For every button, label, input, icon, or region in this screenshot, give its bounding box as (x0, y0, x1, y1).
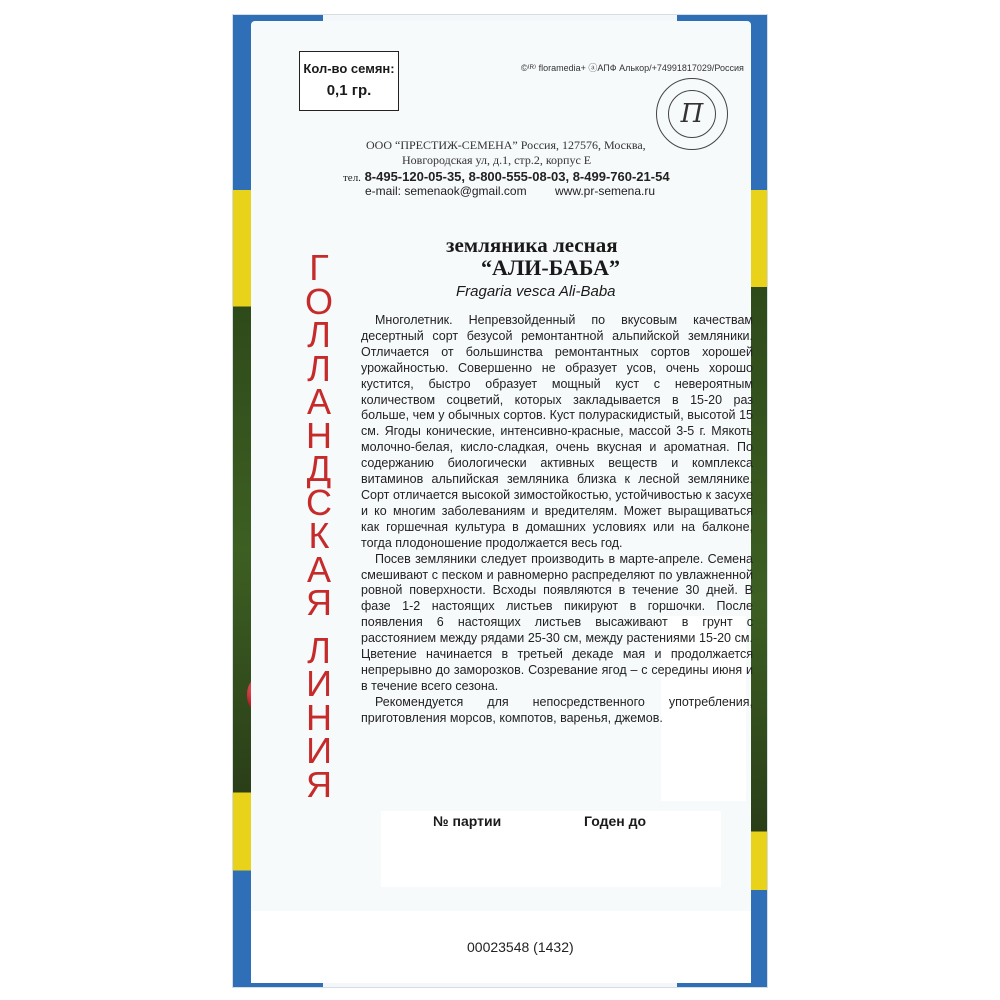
description-paragraph: Многолетник. Непревзойденный по вкусовым качествам десертный сорт безусой ремонтантной альпийской земляники. Отличается от большинства ремонтантных сортов хорошей урожайностью. Совершенно не образует усов, очень хорошо кустится, быстро образует мощный куст с невероятным количеством соцветий, которых закладывается в 15-20 раз больше, чем у обычных сортов. Куст полураскидистый, высотой 15 см. Ягоды конические, интенсивно-красные, массой 3-5 г. Мякоть молочно-белая, кисло-сладкая, очень вкусная и ароматная. По содержанию биологически активных веществ и комплекса витаминов альпийская земляника близка к лесной землянике. Сорт отличается высокой зимостойкостью, устойчивостью к засухе и ко многим заболеваниям и вредителям. Может выращиваться как горшечная культура в домашних условиях или на балконе, тогда плодоношение продолжается весь год. (361, 313, 753, 550)
phone-prefix: тел. (343, 172, 361, 184)
seed-quantity-box (299, 51, 399, 111)
series-letter: Л (307, 629, 331, 671)
company-address (366, 138, 706, 168)
printer-credits: ©⁽ᴿ⁾ floramedia+ ⓐАПФ Алькор/+74991817029/Россия (521, 63, 744, 73)
seed-quantity-value: 0,1 гр. (326, 82, 372, 99)
series-letter: Н (306, 414, 332, 456)
batch-info-box (381, 811, 721, 887)
series-letter: Д (306, 448, 332, 489)
label-sheet (251, 21, 751, 983)
series-letter: Я (306, 582, 332, 623)
series-vertical-title (299, 247, 339, 811)
series-letter: С (306, 481, 332, 523)
company-email: e-mail: semenaok@gmail.com (365, 184, 527, 198)
series-letter: Н (306, 696, 332, 738)
series-letter: А (306, 381, 331, 422)
description-paragraph: Рекомендуется для непосредственного употребления, приготовления морсов, компотов, варенья, джемов. (361, 694, 753, 725)
series-letter: И (306, 663, 332, 704)
product-variety: “АЛИ-БАБА” (481, 255, 621, 280)
company-contacts (365, 184, 656, 198)
logo-letter: П (668, 90, 716, 138)
series-letter: К (308, 515, 330, 556)
series-letter: И (306, 730, 332, 771)
product-code: 00023548 (1432) (467, 939, 574, 955)
description-paragraph: Посев земляники следует производить в марте-апреле. Семена смешивают с песком и равномерно распределяют по увлажненной ровной поверхности. Всходы появляются в течение 30 дней. В фазе 1-2 настоящих листьев пикируют в горшочки. После появления 6 настоящих листьев высаживают в грунт с расстоянием между рядами 25-30 см, между растениями 15-20 см. Цветение начинается в третьей декаде мая и продолжается непрерывно до заморозков. Созревание ягод – с середины июня и в течение всего сезона. (361, 551, 753, 693)
product-description (361, 313, 753, 727)
company-phones (343, 169, 670, 184)
product-latin-name: Fragaria vesca Ali-Baba (456, 283, 616, 300)
seed-packet (232, 14, 768, 988)
expiry-date-label: Годен до (584, 813, 647, 829)
company-line-2: Новгородская ул, д.1, стр.2, корпус Е (402, 153, 592, 167)
series-letter: О (304, 280, 333, 322)
batch-number-label: № партии (433, 813, 502, 829)
series-letter: Я (306, 763, 332, 805)
seed-quantity-label: Кол-во семян: (303, 61, 395, 76)
series-letter: Г (309, 247, 329, 288)
company-website: www.pr-semena.ru (555, 184, 656, 198)
series-letter: Л (307, 314, 331, 355)
phone-numbers: 8-495-120-05-35, 8-800-555-08-03, 8-499-760-21-54 (364, 169, 670, 184)
series-letter: Л (307, 347, 331, 389)
series-letter: А (306, 548, 331, 590)
product-name: земляника лесная (446, 233, 618, 257)
company-line-1: ООО “ПРЕСТИЖ-СЕМЕНА” Россия, 127576, Москва, (366, 138, 646, 152)
